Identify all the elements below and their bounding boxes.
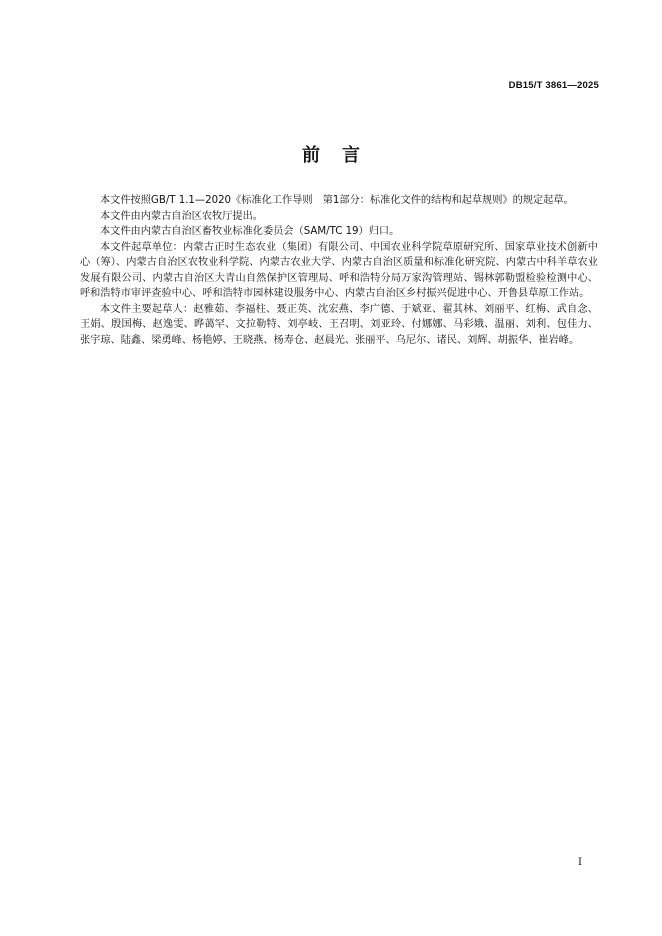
paragraph-committee: 本文件由内蒙古自治区畜牧业标准化委员会（SAM/TC 19）归口。 — [100, 226, 400, 237]
document-code: DB15/T 3861—2025 — [508, 80, 599, 91]
paragraph-main-drafters: 本文件主要起草人：赵雅茹、李福柱、聂正英、沈宏燕、李广德、于斌亚、翟其林、刘丽平、红梅、武自念、王娟、殷国梅、赵逸雯、晔蔼罕、文拉勒特、刘亭岐、王召明、刘亚玲、付娜娜、马彩娥、温丽、刘利、包佳力、张宇琼、陆鑫、梁勇峰、杨艳婷、王晓燕、杨寿仓、赵晨光、张丽平、乌尼尔、诸民、刘辉、胡振华、崔岩峰。 — [80, 303, 598, 346]
foreword-body — [80, 193, 598, 348]
page-title: 前言 — [302, 145, 382, 166]
paragraph-proposer: 本文件由内蒙古自治区农牧厅提出。 — [100, 210, 263, 222]
paragraph-drafting-rules: 本文件按照GB/T 1.1—2020《标准化工作导则 第1部分：标准化文件的结构和起草规则》的规定起草。 — [100, 195, 574, 206]
paragraph-drafting-units: 本文件起草单位：内蒙古正时生态农业（集团）有限公司、中国农业科学院草原研究所、国家草业技术创新中心（筹）、内蒙古自治区农牧业科学院、内蒙古农业大学、内蒙古自治区质量和标准化研究院、内蒙古中科羊草农业发展有限公司、内蒙古自治区大青山自然保护区管理局、呼和浩特分局万家沟管理站、锡林郭勒盟检验检测中心、呼和浩特市审评查验中心、呼和浩特市园林建设服务中心、内蒙古自治区乡村振兴促进中心、开鲁县草原工作站。 — [80, 241, 598, 299]
page-number: I — [578, 857, 582, 868]
